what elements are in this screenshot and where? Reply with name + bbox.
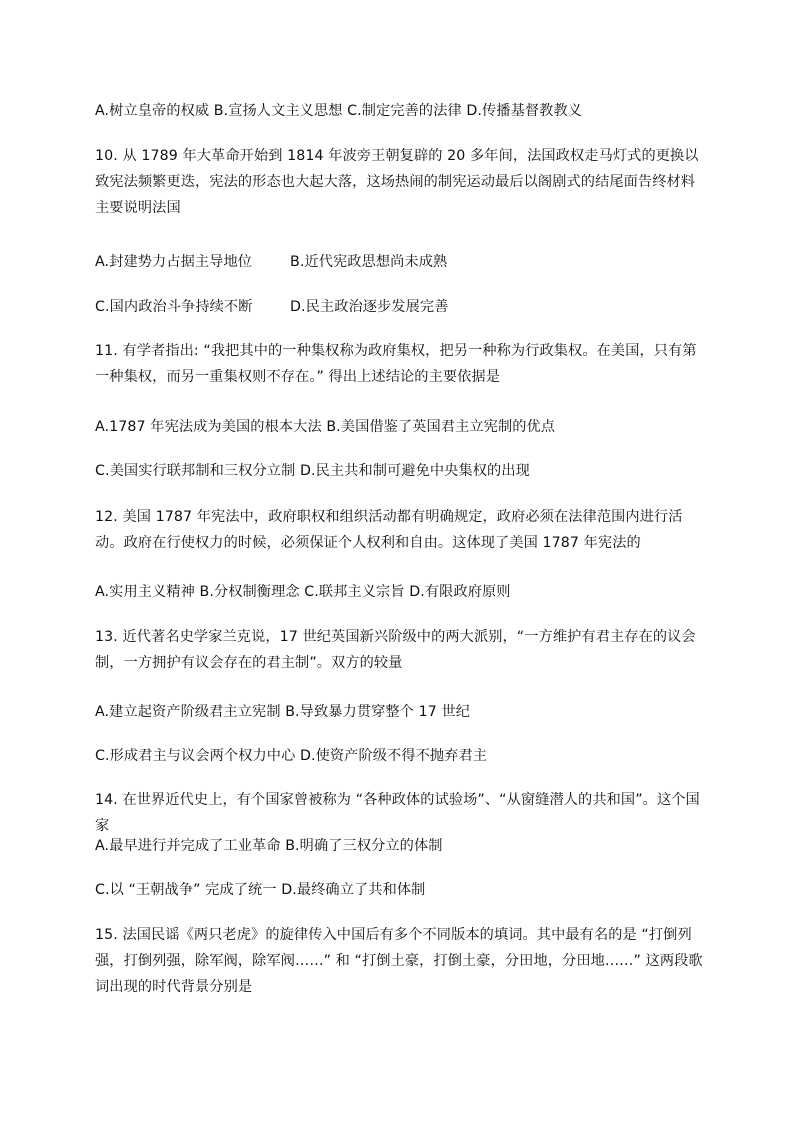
q12-stem: 12. 美国 1787 年宪法中，政府职权和组织活动都有明确规定，政府必须在法律范围内进行活动。政府在行使权力的时候，必须保证个人权利和自由。这体现了美国 1787 年宪法的 xyxy=(95,509,683,551)
q14-stem: 14. 在世界近代史上，有个国家曾被称为 “各种政体的试验场”、“从窗缝潜人的共和国”。这个国家 xyxy=(95,792,700,834)
q10-stem: 10. 从 1789 年大革命开始到 1814 年波旁王朝复辟的 20 多年间，法国政权走马灯式的更换以致宪法频繁更迭，宪法的形态也大起大落，这场热闹的制宪运动最后以阁剧式的结尾面告终材料主要说明法国 xyxy=(95,148,699,216)
q10-option-b: B.近代宪政思想尚未成熟 xyxy=(290,254,448,270)
q10-option-d: D.民主政治逐步发展完善 xyxy=(290,299,449,315)
q11-options-line1: A.1787 年宪法成为美国的根本大法 B.美国借鉴了英国君主立宪制的优点 xyxy=(95,419,556,435)
q10-options-row2 xyxy=(95,297,449,317)
q12-options: A.实用主义精神 B.分权制衡理念 C.联邦主义宗旨 D.有限政府原则 xyxy=(95,584,511,600)
q10-options-row1 xyxy=(95,252,447,272)
q15-stem: 15. 法国民谣《两只老虎》的旋律传入中国后有多个不同版本的填词。其中最有名的是 “打倒列强，打倒列强，除军阀，除军阀……” 和 “打倒土豪，打倒土豪，分田地，分田地……” 这两段歌词出现的时代背景分别是 xyxy=(95,927,703,995)
q13-stem: 13. 近代著名史学家兰克说，17 世纪英国新兴阶级中的两大派别，“一方维护有君主存在的议会制，一方拥护有议会存在的君主制”。双方的较量 xyxy=(95,629,696,671)
q11-stem: 11. 有学者指出: “我把其中的一种集权称为政府集权，把另一种称为行政集权。在美国，只有第一种集权，而另一重集权则不存在。” 得出上述结论的主要依据是 xyxy=(95,343,697,385)
q10-option-c: C.国内政治斗争持续不断 xyxy=(95,299,253,315)
q14-options-line2: C.以 “王朝战争” 完成了统一 D.最终确立了共和体制 xyxy=(95,882,426,898)
exam-page xyxy=(95,0,705,1123)
q11-options-line2: C.美国实行联邦制和三权分立制 D.民主共和制可避免中央集权的出现 xyxy=(95,463,530,479)
q10-option-a: A.封建势力占据主导地位 xyxy=(95,254,253,270)
q13-options-line1: A.建立起资产阶级君主立宪制 B.导致暴力贯穿整个 17 世纪 xyxy=(95,704,471,720)
q14-options-line1: A.最早进行并完成了工业革命 B.明确了三权分立的体制 xyxy=(95,838,443,854)
q9-options: A.树立皇帝的权威 B.宣扬人文主义思想 C.制定完善的法律 D.传播基督教教义 xyxy=(95,103,583,119)
q13-options-line2: C.形成君主与议会两个权力中心 D.使资产阶级不得不抛弃君主 xyxy=(95,748,488,764)
